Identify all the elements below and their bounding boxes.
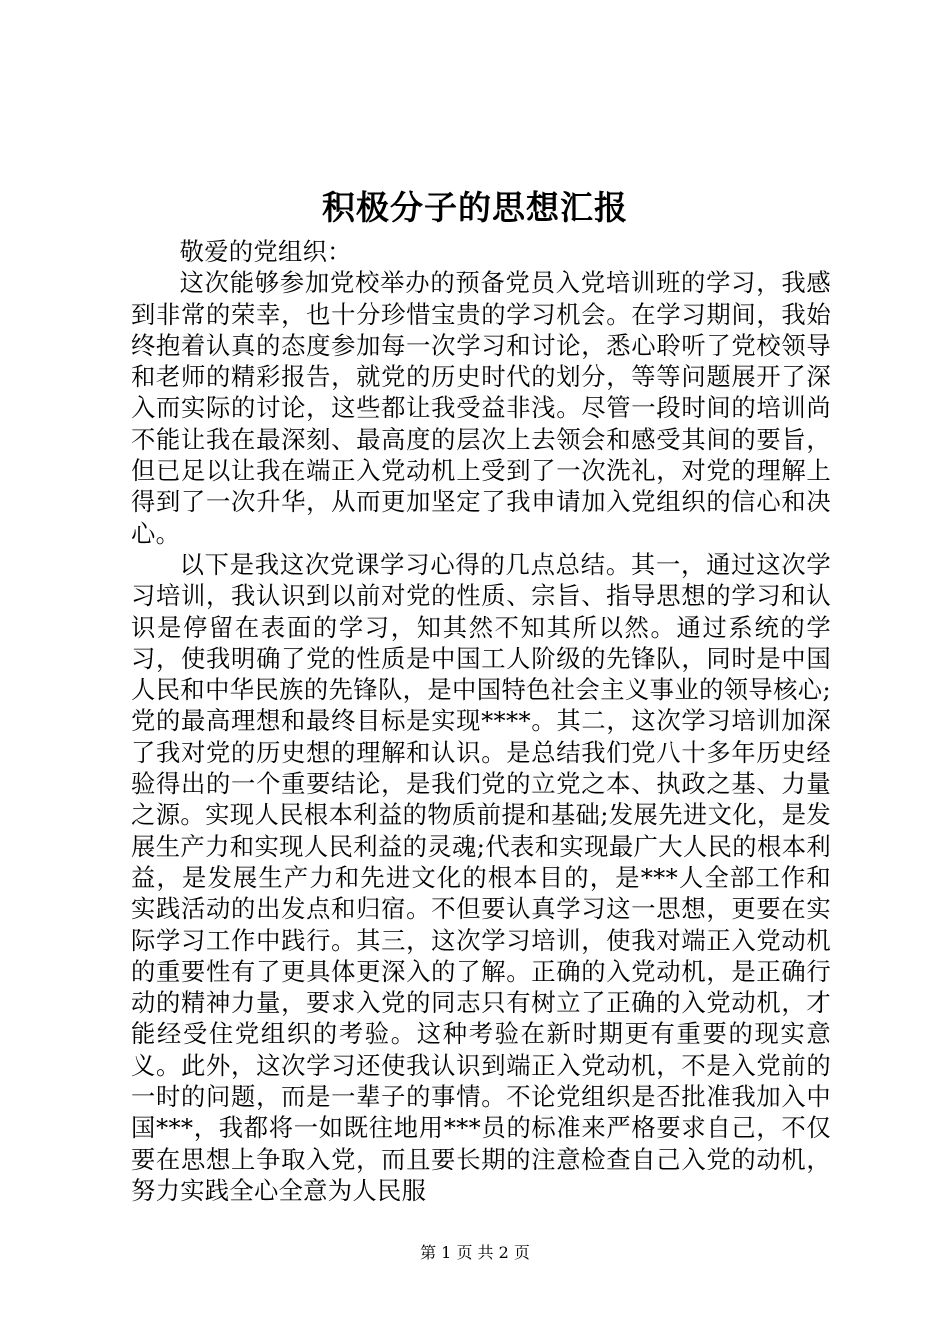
document-title: 积极分子的思想汇报 [322, 188, 628, 227]
document-body [131, 236, 831, 1206]
paragraph-2: 以下是我这次党课学习心得的几点总结。其一，通过这次学习培训，我认识到以前对党的性质、宗旨、指导思想的学习和认识是停留在表面的学习，知其然不知其所以然。通过系统的学习，使我明确了党的性质是中国工人阶级的先锋队，同时是中国人民和中华民族的先锋队，是中国特色社会主义事业的领导核心;党的最高理想和最终目标是实现****。其二，这次学习培训加深了我对党的历史想的理解和认识。是总结我们党八十多年历史经验得出的一个重要结论，是我们党的立党之本、执政之基、力量之源。实现人民根本利益的物质前提和基础;发展先进文化，是发展生产力和实现人民利益的灵魂;代表和实现最广大人民的根本利益，是发展生产力和先进文化的根本目的，是***人全部工作和实践活动的出发点和归宿。不但要认真学习这一思想，更要在实际学习工作中践行。其三，这次学习培训，使我对端正入党动机的重要性有了更具体更深入的了解。正确的入党动机，是正确行动的精神力量，要求入党的同志只有树立了正确的入党动机，才能经受住党组织的考验。这种考验在新时期更有重要的现实意义。此外，这次学习还使我认识到端正入党动机，不是入党前的一时的问题，而是一辈子的事情。不论党组织是否批准我加入中国***，我都将一如既往地用***员的标准来严格要求自己，不仅要在思想上争取入党，而且要长期的注意检查自己入党的动机，努力实践全心全意为人民服 [131, 549, 831, 1205]
page-footer: 第 1 页 共 2 页 [420, 1243, 530, 1262]
paragraph-1: 这次能够参加党校举办的预备党员入党培训班的学习，我感到非常的荣幸，也十分珍惜宝贵的学习机会。在学习期间，我始终抱着认真的态度参加每一次学习和讨论，悉心聆听了党校领导和老师的精彩报告，就党的历史时代的划分，等等问题展开了深入而实际的讨论，这些都让我受益非浅。尽管一段时间的培训尚不能让我在最深刻、最高度的层次上去领会和感受其间的要旨，但已足以让我在端正入党动机上受到了一次洗礼，对党的理解上得到了一次升华，从而更加坚定了我申请加入党组织的信心和决心。 [131, 268, 831, 548]
greeting-line: 敬爱的党组织： [179, 237, 352, 266]
